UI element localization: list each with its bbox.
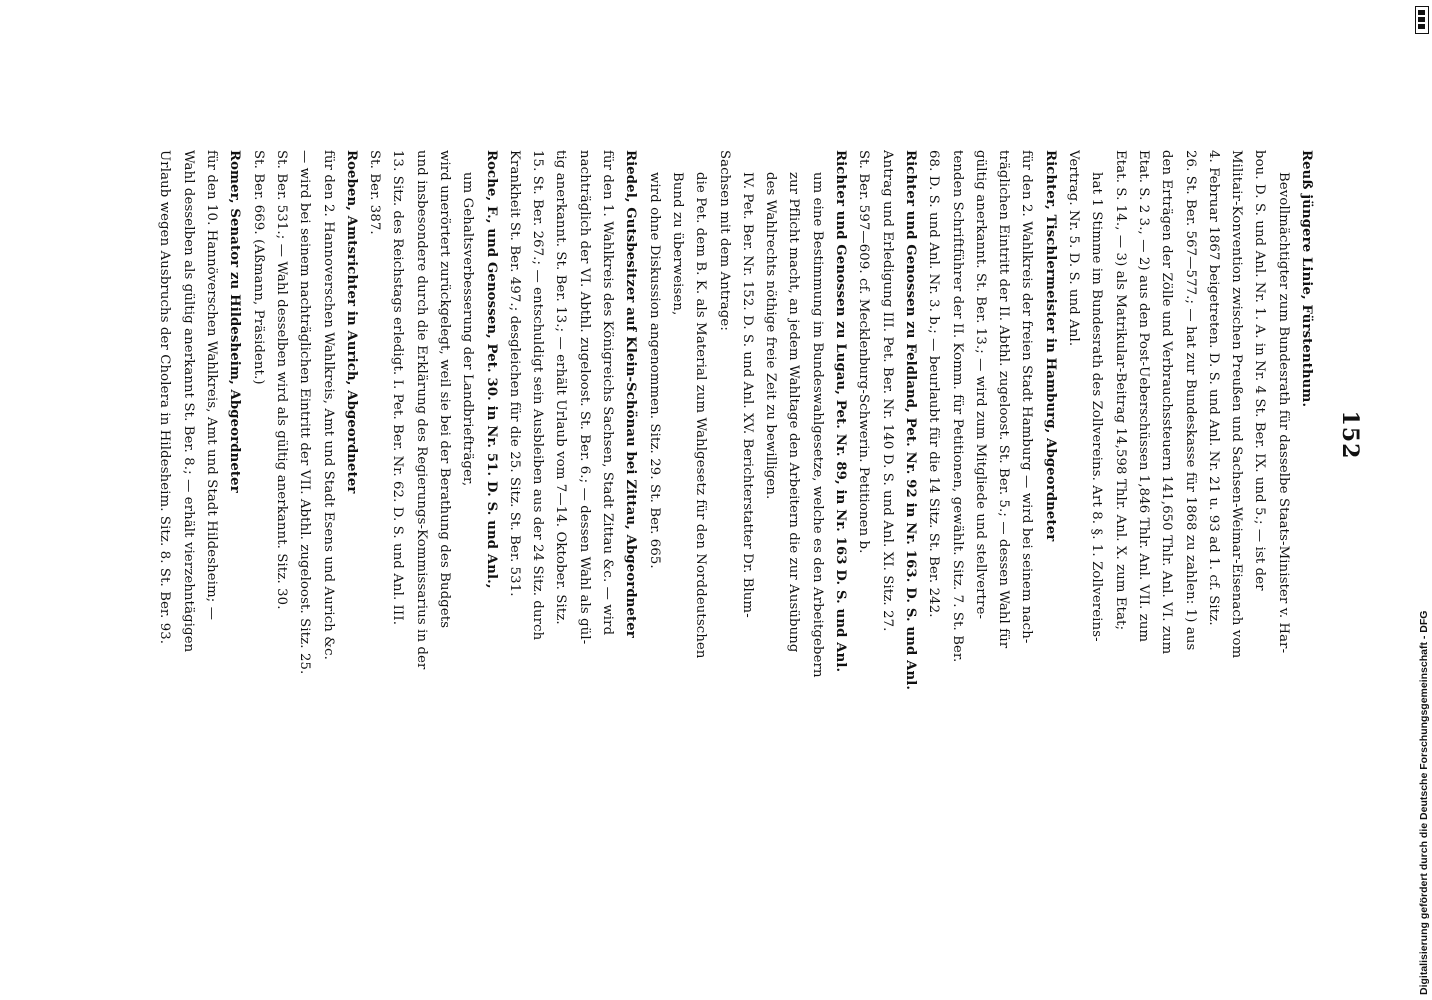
entry-line: 26. St. Ber. 567—577.; — hat zur Bundeskasse für 1868 zu zahlen: 1) aus — [1182, 150, 1198, 651]
entry-line: IV. Pet. Ber. Nr. 152. D. S. und Anl. XV. Berichterstatter Dr. Blum- — [739, 172, 755, 618]
digitization-credit: Digitalisierung gefördert durch die Deutsche Forschungsgemeinschaft - DFG — [1418, 610, 1430, 995]
entry-line: St. Ber. 669. (Aßmann, Präsident.) — [250, 150, 266, 385]
entry-line: um Gehaltsverbesserung der Landbriefträger, — [460, 172, 476, 487]
entry-line: des Wahlrechts nöthige freie Zeit zu bewilligen. — [763, 172, 779, 500]
entry-line: bou. D. S. und Anl. Nr. 1. A. in Nr. 4 St. Ber. IX. und 5.; — ist der — [1252, 150, 1268, 591]
entry-line: für den 2. Hannoverschen Wahlkreis, Amt und Stadt Esens und Aurich &c. — [320, 150, 336, 660]
entry-line: St. Ber. 597—609. cf. Mecklenburg-Schwerin. Petitionen b. — [856, 150, 872, 554]
entry-line: für den 1. Wahlkreis des Königreichs Sachsen, Stadt Zittau &c. — wird — [600, 150, 616, 636]
entry-line: tenden Schriftführer der II. Komm. für Petitionen, gewählt. Sitz. 7. St. Ber. — [949, 150, 965, 663]
entry-line: wird ohne Diskussion angenommen. Sitz. 29. St. Ber. 665. — [646, 172, 662, 569]
entry-line: Etat. S. 2 3., — 2) aus den Post-Ueberschüssen 1,846 Thlr. Anl. VII. zum — [1135, 150, 1151, 643]
index-entries — [153, 150, 1318, 720]
entry-line: für den 10. Hannöverschen Wahlkreis, Amt und Stadt Hildesheim; — — [204, 150, 220, 621]
entry-line: und insbesondere durch die Erklärung des Regierungs-Kommissarius in der — [413, 150, 429, 670]
entry-line: Bevollmächtigter zum Bundesrath für dasselbe Staats-Minister v. Har- — [1275, 172, 1291, 654]
entry-line: für den 2. Wahlkreis der freien Stadt Hamburg — wird bei seinem nach- — [1019, 150, 1035, 644]
entry-line: nachträglich der VI. Abthl. zugeloost. St. Ber. 6.; — dessen Wahl als gül- — [576, 150, 592, 645]
entry-line: 13. Sitz. des Reichstags erledigt. I. Pet. Ber. Nr. 62. D. S. und Anl. III. — [390, 150, 406, 626]
entry-line: 4. Februar 1867 beigetreten. D. S. und Anl. Nr. 21 u. 93 ad 1. cf. Sitz. — [1205, 150, 1221, 626]
entry-line: träglichen Eintritt der II. Abthl. zugeloost. St. Ber. 5.; — dessen Wahl für — [996, 150, 1012, 649]
entry-line: um eine Bestimmung im Bundeswahlgesetze, welche es den Arbeitgebern — [809, 172, 825, 678]
entry-line: 68. D. S. und Anl. Nr. 3. b.; — beurlaubt für die 14 Sitz. St. Ber. 242. — [926, 150, 942, 618]
entry-line: 15. St. Ber. 267.; — entschuldigt sein Ausbleiben aus der 24 Sitz. durch — [530, 150, 546, 641]
entry-line: — wird bei seinem nachträglichen Eintritt der VII. Abthl. zugeloost. Sitz. 25. — [297, 150, 313, 675]
entry-heading: Richter und Genossen zu Lugau, Pet. Nr. 89, in Nr. 163 D. S. und Anl. — [833, 150, 849, 673]
entry-heading: Reuß jüngere Linie, Fürstenthum. — [1299, 150, 1314, 408]
entry-line: die Pet. dem B. K. als Material zum Wahlgesetz für den Norddeutschen — [693, 172, 709, 659]
entry-line: Bund zu überweisen, — [669, 172, 685, 316]
entry-line: Wahl desselben als gültig anerkannt St. Ber. 8.; — erhält vierzehntägigen — [180, 150, 196, 653]
entry-line: den Erträgen der Zölle und Verbrauchssteuern 141,650 Thlr. Anl. VI. zum — [1159, 150, 1175, 655]
entry-line: wird unerörtert zurückgelegt, weil sie bei der Berathung des Budgets — [437, 150, 453, 629]
entry-line: St. Ber. 387. — [367, 150, 383, 235]
entry-heading: Riedel, Gutsbesitzer auf Klein-Schönau bei Zittau, Abgeordneter — [623, 150, 639, 638]
entry-line: Krankheit St. Ber. 497.; desgleichen für die 25. Sitz. St. Ber. 531. — [506, 150, 522, 597]
entry-heading: Richter, Tischlermeister in Hamburg, Abgeordneter — [1042, 150, 1058, 542]
entry-heading: Roche, F., und Genossen, Pet. 30. in Nr. 51. D. S. und Anl., — [483, 150, 499, 589]
entry-line: hat 1 Stimme im Bundesrath des Zollvereins. Art 8. §. 1. Zollvereins- — [1089, 172, 1105, 642]
entry-line: St. Ber. 531.; — Wahl desselben wird als gültig anerkannt. Sitz. 30. — [273, 150, 289, 610]
page-number: 152 — [1337, 410, 1363, 460]
entry-line: Vertrag. Nr. 5. D. S. und Anl. — [1066, 150, 1082, 347]
entry-line: Antrag und Erledigung III. Pet. Ber. Nr. 140 D. S. und Anl. XI. Sitz. 27. — [879, 150, 895, 632]
entry-line: Etat. S. 14., — 3) als Matrikular-Beitrag 14,598 Thlr. Anl. X. zum Etat; — [1112, 150, 1128, 631]
entry-line: tig anerkannt. St. Ber. 13.; — erhält Urlaub vom 7—14. Oktober. Sitz. — [553, 150, 569, 625]
entry-line: Sachsen mit dem Antrage: — [716, 150, 732, 331]
entry-heading: Romer, Senator zu Hildesheim, Abgeordneter — [227, 150, 243, 493]
entry-line: Urlaub wegen Ausbruchs der Cholera in Hildesheim. Sitz. 8. St. Ber. 93. — [157, 150, 173, 645]
rotated-text-block — [128, 150, 1363, 720]
entry-heading: Richter und Genossen zu Feldland, Pet. Nr. 92 in Nr. 163. D. S. und Anl. — [902, 150, 918, 691]
entry-line: zur Pflicht macht, an jedem Wahltage den Arbeitern die zur Ausübung — [786, 172, 802, 653]
entry-line: gültig anerkannt. St. Ber. 13.; — wird zum Mitgliede und stellvertre- — [972, 150, 988, 620]
entry-heading: Roeben, Amtsrichter in Aurich, Abgeordneter — [343, 150, 359, 494]
entry-line: Militair-Konvention zwischen Preußen und Sachsen-Weimar-Eisenach vom — [1229, 150, 1245, 659]
